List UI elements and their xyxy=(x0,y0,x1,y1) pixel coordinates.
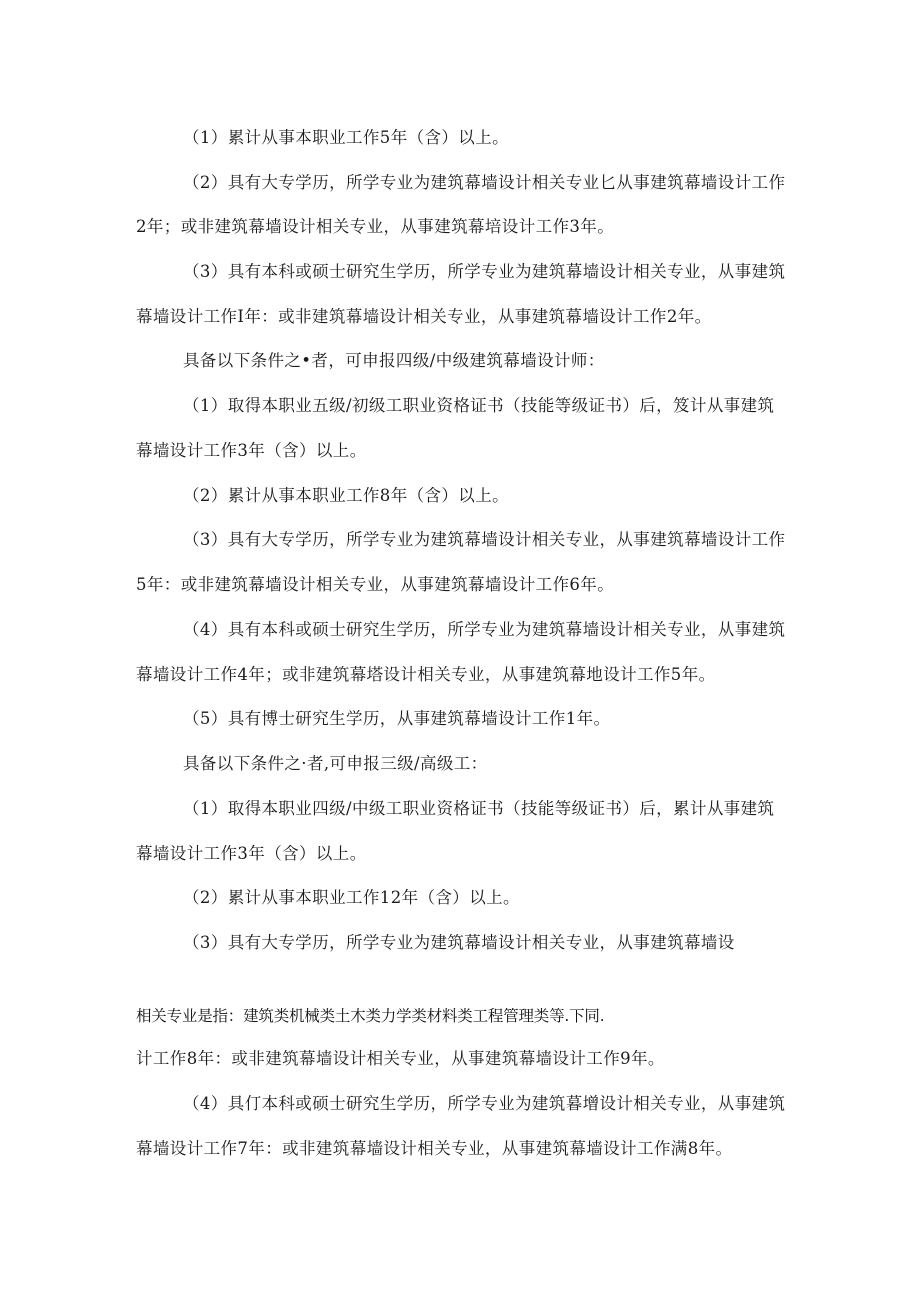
text-line: 计工作8年：或非建筑幕墙设计相关专业，从事建筑幕墙设计工作9年。 xyxy=(136,1049,665,1068)
text-line: （4）具仃本科或硕士研究生学历，所学专业为建筑暮增设计相关专业，从事建筑 xyxy=(183,1094,786,1113)
text-line: （2）累计从事本职业工作12年（含）以上。 xyxy=(183,888,520,907)
text-line: 具备以下条件之·者,可申报三级/高级工： xyxy=(183,754,488,773)
text-line: 幕墙设计工作7年：或非建筑幕墙设计相关专业，从事建筑幕墙设计工作满8年。 xyxy=(136,1139,733,1158)
text-line: （3）具有大专学历，所学专业为建筑幕墙设计相关专业，从事建筑幕墙设计工作 xyxy=(183,530,786,549)
text-line: （3）具有大专学历，所学专业为建筑幕墙设计相关专业，从事建筑幕墙设 xyxy=(183,933,735,952)
text-line: （5）具有博士研究生学历，从事建筑幕墙设计工作1年。 xyxy=(183,709,611,728)
footnote: 相关专业是指：建筑类机械类土木类力学类材料类工程管理类等.下同. xyxy=(136,1007,605,1025)
text-line: （1）取得本职业四级/中级工职业资格证书（技能等级证书）后，累计从事建筑 xyxy=(183,799,775,818)
text-line: 幕墙设计工作I年：或非建筑幕墙设计相关专业，从事建筑幕墙设计工作2年。 xyxy=(136,307,712,326)
text-line: （4）具有本科或硕士研究生学历，所学专业为建筑幕墙设计相关专业，从事建筑 xyxy=(183,620,786,639)
text-line: 具备以下条件之•者，可申报四级/中级建筑幕墙设计师： xyxy=(183,351,605,370)
text-line: （1）取得本职业五级/初级工职业资格证书（技能等级证书）后，笈计从事建筑 xyxy=(183,396,775,415)
text-line: （2）具有大专学历，所学专业为建筑幕墙设计相关专业匕从事建筑幕墙设计工作 xyxy=(183,173,786,192)
text-line: 2年；或非建筑幕墙设计相关专业，从事建筑幕培设计工作3年。 xyxy=(136,217,615,236)
text-line: （1）累计从事本职业工作5年（含）以上。 xyxy=(183,128,509,147)
text-line: 幕墙设计工作3年（含）以上。 xyxy=(136,441,367,460)
text-line: （2）累计从事本职业工作8年（含）以上。 xyxy=(183,486,509,505)
text-line: （3）具有本科或硕士研究生学历，所学专业为建筑幕墙设计相关专业，从事建筑 xyxy=(183,262,786,281)
text-line: 5年：或非建筑幕墙设计相关专业，从事建筑幕墙设计工作6年。 xyxy=(136,575,615,594)
text-line: 幕墙设计工作4年；或非建筑幕塔设计相关专业，从事建筑幕地设计工作5年。 xyxy=(136,665,716,684)
text-line: 幕墙设计工作3年（含）以上。 xyxy=(136,844,367,863)
